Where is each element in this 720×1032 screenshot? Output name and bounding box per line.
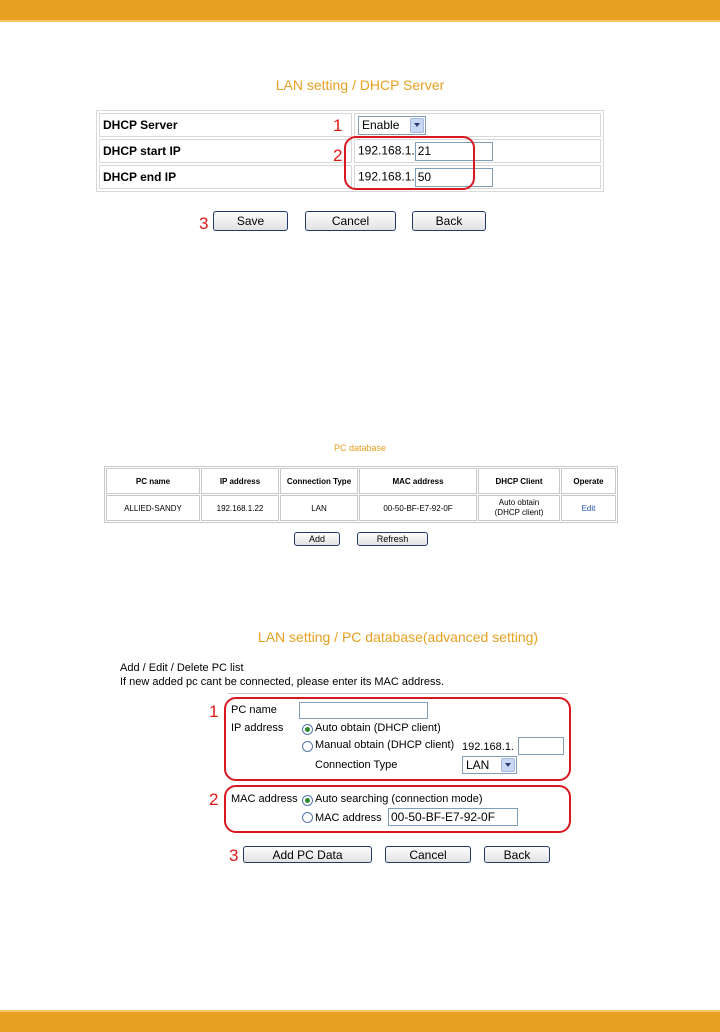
pc-database-table: [104, 466, 618, 523]
cell-dhcp-client: Auto obtain (DHCP client): [478, 495, 560, 521]
header-operate: Operate: [561, 468, 616, 494]
add-pc-data-button[interactable]: Add PC Data: [243, 846, 372, 863]
form-top-border: [228, 693, 568, 694]
edit-link[interactable]: Edit: [561, 495, 616, 521]
header-pc-name: PC name: [106, 468, 200, 494]
cell-connection-type: LAN: [280, 495, 358, 521]
dhcp-server-label: DHCP Server: [99, 113, 352, 137]
marker-3: 3: [229, 846, 239, 865]
intro-line-2: If new added pc cant be connected, please enter its MAC address.: [120, 676, 445, 688]
add-button[interactable]: Add: [294, 532, 340, 546]
pc-name-label: PC name: [231, 704, 277, 716]
mac-address-label: MAC address: [231, 793, 298, 805]
pc-database-title: PC database: [333, 443, 387, 453]
header-dhcp-client: DHCP Client: [478, 468, 560, 494]
cancel-button[interactable]: Cancel: [305, 211, 396, 231]
ip-address-label: IP address: [231, 722, 284, 734]
header-mac-address: MAC address: [359, 468, 477, 494]
chevron-down-icon: [501, 758, 515, 772]
marker-1: 1: [333, 116, 343, 135]
chevron-down-icon: [410, 118, 424, 133]
mac-manual-label: MAC address: [315, 812, 382, 824]
mac-manual-radio[interactable]: [302, 812, 313, 823]
cancel-button[interactable]: Cancel: [385, 846, 471, 863]
dhcp-server-select[interactable]: [358, 116, 426, 135]
save-button[interactable]: Save: [213, 211, 288, 231]
marker-1: 1: [209, 702, 219, 721]
ip-auto-label: Auto obtain (DHCP client): [315, 722, 441, 734]
ip-manual-label: Manual obtain (DHCP client): [315, 739, 455, 751]
connection-type-value: LAN: [466, 758, 490, 772]
table-row: [99, 113, 601, 137]
mac-address-input[interactable]: 00-50-BF-E7-92-0F: [388, 808, 518, 826]
connection-type-select[interactable]: [462, 756, 517, 774]
back-button[interactable]: Back: [484, 846, 550, 863]
header-ip-address: IP address: [201, 468, 279, 494]
header-connection-type: Connection Type: [280, 468, 358, 494]
mac-auto-radio[interactable]: [302, 795, 313, 806]
dhcp-server-select-value: Enable: [362, 117, 400, 132]
dhcp-server-title: LAN setting / DHCP Server: [275, 77, 445, 93]
cell-mac-address: 00-50-BF-E7-92-0F: [359, 495, 477, 521]
dhcp-start-ip-input[interactable]: 21: [415, 142, 493, 161]
mac-auto-label: Auto searching (connection mode): [315, 793, 483, 805]
ip-prefix: 192.168.1.: [462, 741, 514, 753]
dhcp-end-ip-prefix: 192.168.1.: [358, 169, 415, 184]
back-button[interactable]: Back: [412, 211, 486, 231]
ip-range-highlight: [344, 136, 475, 190]
dhcp-end-ip-input[interactable]: 50: [415, 168, 493, 187]
marker-3: 3: [199, 214, 209, 233]
pc-database-advanced-title: LAN setting / PC database(advanced setting): [257, 629, 539, 645]
connection-type-label: Connection Type: [315, 759, 398, 771]
dhcp-start-ip-label: DHCP start IP: [99, 139, 352, 163]
intro-line-1: Add / Edit / Delete PC list: [120, 662, 244, 674]
ip-last-octet-input[interactable]: [518, 737, 564, 755]
marker-2: 2: [333, 146, 343, 165]
refresh-button[interactable]: Refresh: [357, 532, 428, 546]
table-header-row: [106, 468, 616, 494]
dhcp-start-ip-prefix: 192.168.1.: [358, 143, 415, 158]
ip-auto-radio[interactable]: [302, 724, 313, 735]
dhcp-end-ip-label: DHCP end IP: [99, 165, 352, 189]
top-banner: [0, 0, 720, 22]
cell-ip-address: 192.168.1.22: [201, 495, 279, 521]
dhcp-server-cell: [354, 113, 601, 137]
cell-pc-name: ALLIED-SANDY: [106, 495, 200, 521]
pc-name-input[interactable]: [299, 702, 428, 719]
bottom-banner: [0, 1010, 720, 1032]
table-row: [106, 495, 616, 521]
ip-manual-radio[interactable]: [302, 741, 313, 752]
marker-2: 2: [209, 790, 219, 809]
